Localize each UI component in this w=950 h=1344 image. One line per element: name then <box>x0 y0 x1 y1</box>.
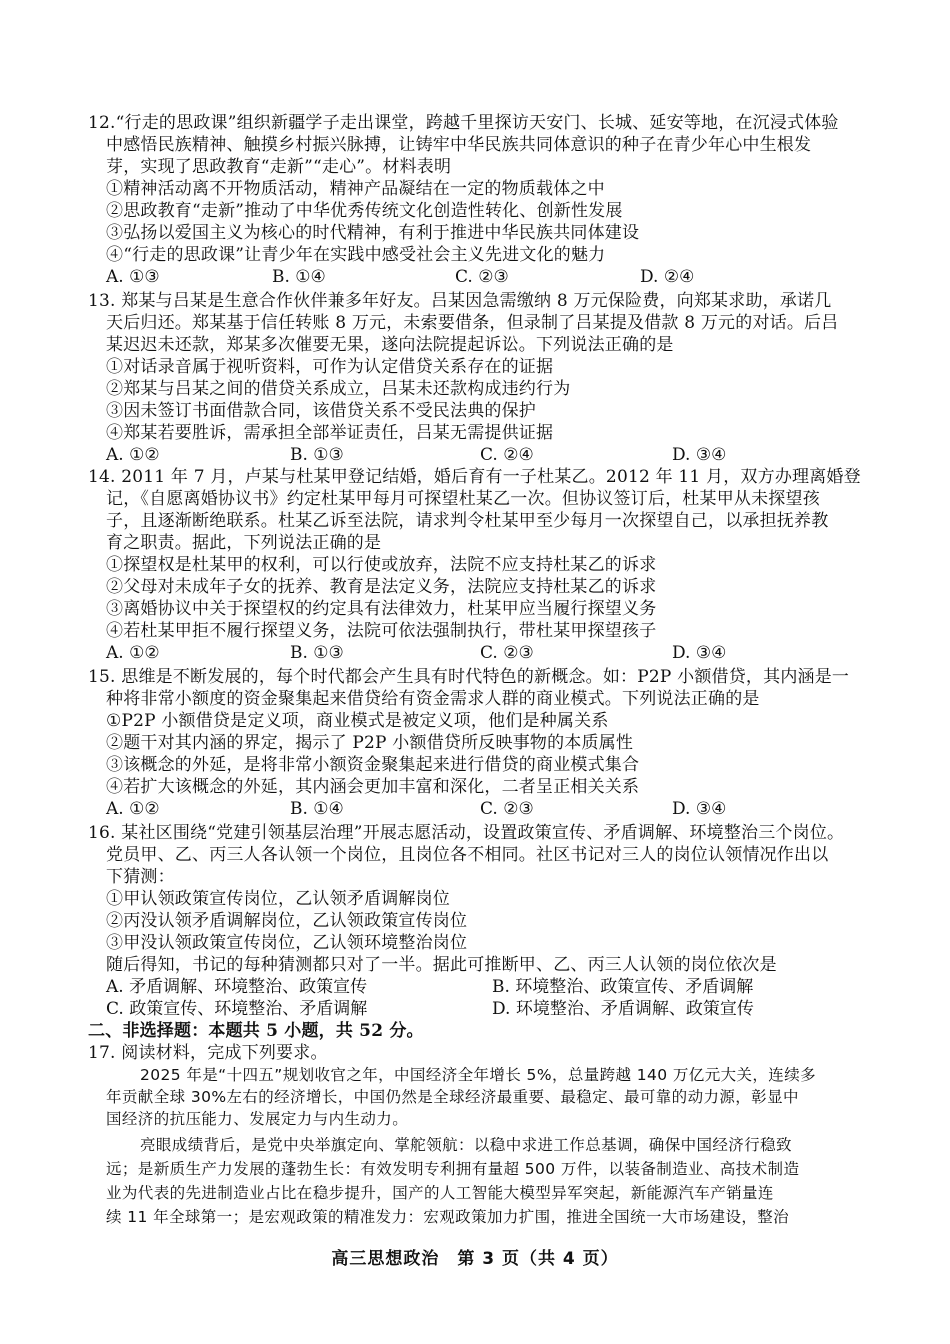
q13-item-2: ②郑某与吕某之间的借贷关系成立，吕某未还款构成违约行为 <box>106 379 571 399</box>
q12-option-c: C. ②③ <box>455 267 509 287</box>
q17-para2-line-1: 亮眼成绩背后，是党中央举旗定向、掌舵领航：以稳中求进工作总基调，确保中国经济行稳致 <box>140 1136 792 1154</box>
q16-guess-3: ③甲没认领政策宣传岗位，乙认领环境整治岗位 <box>106 933 468 953</box>
q15-option-a: A. ①② <box>106 799 160 819</box>
q14-item-1: ①探望权是杜某甲的权利，可以行使或放弃，法院不应支持杜某乙的诉求 <box>106 555 657 575</box>
q15-item-4: ④若扩大该概念的外延，其内涵会更加丰富和深化，二者呈正相关关系 <box>106 777 640 797</box>
q15-option-b: B. ①④ <box>290 799 344 819</box>
q16-stem-line-1: 16. 某社区围绕“党建引领基层治理”开展志愿活动，设置政策宣传、矛盾调解、环境整治三个岗位。 <box>88 823 845 843</box>
section-two-heading: 二、非选择题：本题共 5 小题，共 52 分。 <box>88 1021 424 1041</box>
q17-para1-line-1: 2025 年是“十四五”规划收官之年，中国经济全年增长 5%，总量跨越 140 万亿元大关，连续多 <box>140 1066 816 1084</box>
q12-stem-line-1: 12.“行走的思政课”组织新疆学子走出课堂，跨越千里探访天安门、长城、延安等地，在沉浸式体验 <box>88 113 839 133</box>
q12-item-1: ①精神活动离不开物质活动，精神产品凝结在一定的物质载体之中 <box>106 179 605 199</box>
q17-para2-line-3: 业为代表的先进制造业占比在稳步提升，国产的人工智能大模型异军突起，新能源汽车产销量连 <box>106 1184 774 1202</box>
q16-option-b: B. 环境整治、政策宣传、矛盾调解 <box>492 977 754 997</box>
q14-item-3: ③离婚协议中关于探望权的约定具有法律效力，杜某甲应当履行探望义务 <box>106 599 657 619</box>
q13-item-4: ④郑某若要胜诉，需承担全部举证责任，吕某无需提供证据 <box>106 423 554 443</box>
q17-para2-line-4: 续 11 年全球第一；是宏观政策的精准发力：宏观政策加力扩围，推进全国统一大市场建设，整治 <box>106 1208 790 1226</box>
q15-item-1: ①P2P 小额借贷是定义项，商业模式是被定义项，他们是种属关系 <box>106 711 609 731</box>
q16-guess-1: ①甲认领政策宣传岗位，乙认领矛盾调解岗位 <box>106 889 450 909</box>
q13-option-b: B. ①③ <box>290 445 344 465</box>
q13-option-c: C. ②④ <box>480 445 534 465</box>
q14-option-b: B. ①③ <box>290 643 344 663</box>
q15-item-2: ②题干对其内涵的界定，揭示了 P2P 小额借贷所反映事物的本质属性 <box>106 733 634 753</box>
q14-stem-line-2: 记，《自愿离婚协议书》约定杜某甲每月可探望杜某乙一次。但协议签订后，杜某甲从未探望孩 <box>106 489 820 509</box>
q15-option-c: C. ②③ <box>480 799 534 819</box>
q13-item-1: ①对话录音属于视听资料，可作为认定借贷关系存在的证据 <box>106 357 554 377</box>
q17-para2-line-2: 远；是新质生产力发展的蓬勃生长：有效发明专利拥有量超 500 万件，以装备制造业、高技术制造 <box>106 1160 800 1178</box>
q16-stem-line-2: 党员甲、乙、丙三人各认领一个岗位，且岗位各不相同。社区书记对三人的岗位认领情况作出以 <box>106 845 829 865</box>
q12-option-a: A. ①③ <box>106 267 160 287</box>
q12-stem-line-2: 中感悟民族精神、触摸乡村振兴脉搏，让铸牢中华民族共同体意识的种子在青少年心中生根发 <box>106 135 812 155</box>
q14-item-4: ④若杜某甲拒不履行探望义务，法院可依法强制执行，带杜某甲探望孩子 <box>106 621 657 641</box>
q12-item-4: ④“行走的思政课”让青少年在实践中感受社会主义先进文化的魅力 <box>106 245 606 265</box>
q12-stem-line-3: 芽，实现了思政教育“走新”“走心”。材料表明 <box>106 157 452 177</box>
q12-item-2: ②思政教育“走新”推动了中华优秀传统文化创造性转化、创新性发展 <box>106 201 623 221</box>
q13-stem-line-2: 天后归还。郑某基于信任转账 8 万元，未索要借条，但录制了吕某提及借款 8 万元的对话。后吕 <box>106 313 839 333</box>
q16-option-d: D. 环境整治、矛盾调解、政策宣传 <box>492 999 754 1019</box>
q16-stem-line-3: 下猜测： <box>106 867 175 887</box>
q12-item-3: ③弘扬以爱国主义为核心的时代精神，有利于推进中华民族共同体建设 <box>106 223 640 243</box>
q13-stem-line-1: 13. 郑某与吕某是生意合作伙伴兼多年好友。吕某因急需缴纳 8 万元保险费，向郑某求助，承诺几 <box>88 291 832 311</box>
page-footer: 高三思想政治 第 3 页（共 4 页） <box>331 1249 619 1269</box>
q13-option-a: A. ①② <box>106 445 160 465</box>
q16-tail: 随后得知，书记的每种猜测都只对了一半。据此可推断甲、乙、丙三人认领的岗位依次是 <box>106 955 777 975</box>
q14-option-d: D. ③④ <box>672 643 727 663</box>
q14-option-c: C. ②③ <box>480 643 534 663</box>
q17-title: 17. 阅读材料，完成下列要求。 <box>88 1043 328 1063</box>
q14-stem-line-3: 子，且逐渐断绝联系。杜某乙诉至法院，请求判令杜某甲至少每月一次探望自己，以承担抚养教 <box>106 511 829 531</box>
q13-item-3: ③因未签订书面借款合同，该借贷关系不受民法典的保护 <box>106 401 536 421</box>
q17-para1-line-3: 国经济的抗压能力、发展定力与内生动力。 <box>106 1110 409 1128</box>
q15-option-d: D. ③④ <box>672 799 727 819</box>
q15-stem-line-2: 种将非常小额度的资金聚集起来借贷给有资金需求人群的商业模式。下列说法正确的是 <box>106 689 760 709</box>
q16-option-c: C. 政策宣传、环境整治、矛盾调解 <box>106 999 368 1019</box>
q13-stem-line-3: 某迟迟未还款，郑某多次催要无果，遂向法院提起诉讼。下列说法正确的是 <box>106 335 674 355</box>
q14-stem-line-4: 育之职责。据此，下列说法正确的是 <box>106 533 382 553</box>
q16-guess-2: ②丙没认领矛盾调解岗位，乙认领政策宣传岗位 <box>106 911 468 931</box>
q14-item-2: ②父母对未成年子女的抚养、教育是法定义务，法院应支持杜某乙的诉求 <box>106 577 657 597</box>
q12-option-b: B. ①④ <box>272 267 326 287</box>
q16-option-a: A. 矛盾调解、环境整治、政策宣传 <box>106 977 368 997</box>
q12-option-d: D. ②④ <box>640 267 695 287</box>
q13-option-d: D. ③④ <box>672 445 727 465</box>
q14-stem-line-1: 14. 2011 年 7 月，卢某与杜某甲登记结婚，婚后育有一子杜某乙。2012 年 11 月，双方办理离婚登 <box>88 467 861 487</box>
q17-para1-line-2: 年贡献全球 30%左右的经济增长，中国仍然是全球经济最重要、最稳定、最可靠的动力源，彰显中 <box>106 1088 799 1106</box>
q15-stem-line-1: 15. 思维是不断发展的，每个时代都会产生具有时代特色的新概念。如：P2P 小额借贷，其内涵是一 <box>88 667 850 687</box>
q15-item-3: ③该概念的外延，是将非常小额资金聚集起来进行借贷的商业模式集合 <box>106 755 640 775</box>
q14-option-a: A. ①② <box>106 643 160 663</box>
